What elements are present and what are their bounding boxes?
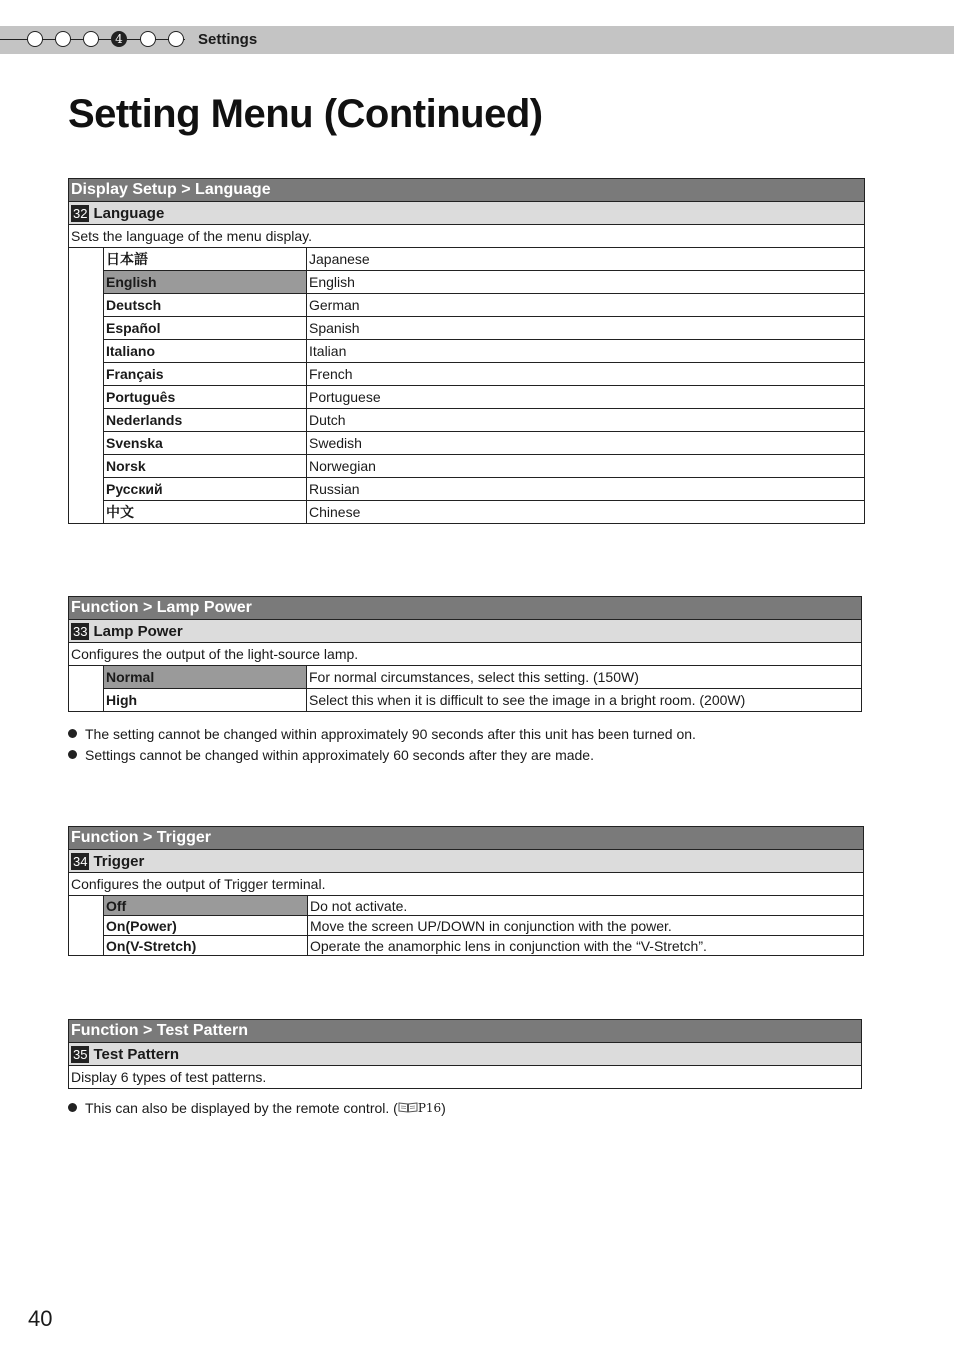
option-name: On(Power) bbox=[104, 916, 308, 936]
option-value: Dutch bbox=[307, 409, 865, 432]
page-number: 40 bbox=[28, 1306, 53, 1331]
option-value: For normal circumstances, select this setting. (150W) bbox=[307, 666, 862, 689]
option-name: Nederlands bbox=[104, 409, 307, 432]
item-description: Configures the output of Trigger terminal. bbox=[69, 873, 864, 896]
option-name: Normal bbox=[104, 666, 307, 689]
option-value: Japanese bbox=[307, 248, 865, 271]
page-title: Setting Menu (Continued) bbox=[68, 92, 543, 136]
option-name: Deutsch bbox=[104, 294, 307, 317]
item-name: Lamp Power bbox=[93, 622, 183, 640]
option-name: Português bbox=[104, 386, 307, 409]
option-row bbox=[69, 409, 865, 432]
option-value: Norwegian bbox=[307, 455, 865, 478]
note-item bbox=[68, 744, 696, 765]
note-text: The setting cannot be changed within approximately 90 seconds after this unit has been turned on. bbox=[85, 725, 696, 742]
item-name: Trigger bbox=[93, 852, 145, 870]
option-row bbox=[69, 478, 865, 501]
option-row bbox=[69, 248, 865, 271]
option-row bbox=[69, 896, 864, 916]
option-name: Norsk bbox=[104, 455, 307, 478]
item-title bbox=[69, 620, 862, 643]
bullet-icon bbox=[68, 750, 77, 759]
option-row bbox=[69, 689, 862, 712]
option-value: Italian bbox=[307, 340, 865, 363]
option-row bbox=[69, 386, 865, 409]
book-icon bbox=[398, 1102, 418, 1113]
lamp-power-table bbox=[68, 596, 862, 712]
item-title bbox=[69, 850, 864, 873]
option-name: Русский bbox=[104, 478, 307, 501]
item-number: 32 bbox=[73, 205, 88, 221]
chapter-circle-active: 4 bbox=[111, 31, 127, 47]
chapter-circle-1 bbox=[27, 31, 43, 47]
option-value: French bbox=[307, 363, 865, 386]
chapter-circle-6 bbox=[168, 31, 184, 47]
option-value: Swedish bbox=[307, 432, 865, 455]
language-table bbox=[68, 178, 865, 524]
option-row bbox=[69, 271, 865, 294]
test-notes bbox=[68, 1097, 446, 1118]
table-header: Function > Test Pattern bbox=[69, 1020, 862, 1043]
chapter-circle-3 bbox=[83, 31, 99, 47]
item-description: Configures the output of the light-source lamp. bbox=[69, 643, 862, 666]
option-value: English bbox=[307, 271, 865, 294]
test-pattern-table bbox=[68, 1019, 862, 1089]
note-item bbox=[68, 1097, 446, 1118]
option-row bbox=[69, 501, 865, 524]
chapter-circle-5 bbox=[140, 31, 156, 47]
option-name: Español bbox=[104, 317, 307, 340]
lamp-notes bbox=[68, 723, 696, 765]
option-value: Operate the anamorphic lens in conjunction with the “V-Stretch”. bbox=[308, 936, 864, 956]
option-name: Svenska bbox=[104, 432, 307, 455]
option-value: Russian bbox=[307, 478, 865, 501]
note-item bbox=[68, 723, 696, 744]
option-value: Portuguese bbox=[307, 386, 865, 409]
option-value: German bbox=[307, 294, 865, 317]
item-description: Display 6 types of test patterns. bbox=[69, 1066, 862, 1089]
bullet-icon bbox=[68, 1103, 77, 1112]
option-name: English bbox=[104, 271, 307, 294]
table-header: Function > Trigger bbox=[69, 827, 864, 850]
indent-cell bbox=[69, 248, 104, 524]
bullet-icon bbox=[68, 729, 77, 738]
item-number: 35 bbox=[73, 1046, 88, 1062]
option-value: Select this when it is difficult to see the image in a bright room. (200W) bbox=[307, 689, 862, 712]
note-text: Settings cannot be changed within approximately 60 seconds after they are made. bbox=[85, 746, 594, 763]
option-name: Italiano bbox=[104, 340, 307, 363]
item-title bbox=[69, 1043, 862, 1066]
option-row bbox=[69, 455, 865, 478]
item-name: Language bbox=[93, 204, 165, 222]
option-row bbox=[69, 363, 865, 386]
section-label: Settings bbox=[198, 31, 258, 48]
option-row bbox=[69, 916, 864, 936]
chapter-circle-2 bbox=[55, 31, 71, 47]
option-row bbox=[69, 294, 865, 317]
item-description: Sets the language of the menu display. bbox=[69, 225, 865, 248]
option-name: High bbox=[104, 689, 307, 712]
option-row bbox=[69, 317, 865, 340]
header-bar bbox=[0, 26, 954, 54]
option-name: Off bbox=[104, 896, 308, 916]
note-text: This can also be displayed by the remote control. ( bbox=[85, 1099, 398, 1116]
option-name: 中文 bbox=[104, 501, 307, 524]
note-text-end: ) bbox=[441, 1099, 446, 1116]
option-row bbox=[69, 340, 865, 363]
table-header: Function > Lamp Power bbox=[69, 597, 862, 620]
option-name: Français bbox=[104, 363, 307, 386]
option-value: Do not activate. bbox=[308, 896, 864, 916]
item-number: 34 bbox=[73, 853, 88, 869]
item-title bbox=[69, 202, 865, 225]
option-name: On(V-Stretch) bbox=[104, 936, 308, 956]
trigger-table bbox=[68, 826, 864, 956]
option-value: Chinese bbox=[307, 501, 865, 524]
option-value: Spanish bbox=[307, 317, 865, 340]
item-name: Test Pattern bbox=[93, 1045, 180, 1063]
table-header: Display Setup > Language bbox=[69, 179, 865, 202]
indent-cell bbox=[69, 896, 104, 956]
indent-cell bbox=[69, 666, 104, 712]
item-number: 33 bbox=[73, 623, 88, 639]
option-row bbox=[69, 666, 862, 689]
option-row bbox=[69, 936, 864, 956]
option-value: Move the screen UP/DOWN in conjunction with the power. bbox=[308, 916, 864, 936]
page-reference[interactable]: P16 bbox=[417, 1100, 442, 1115]
option-name: 日本語 bbox=[104, 248, 307, 271]
option-row bbox=[69, 432, 865, 455]
